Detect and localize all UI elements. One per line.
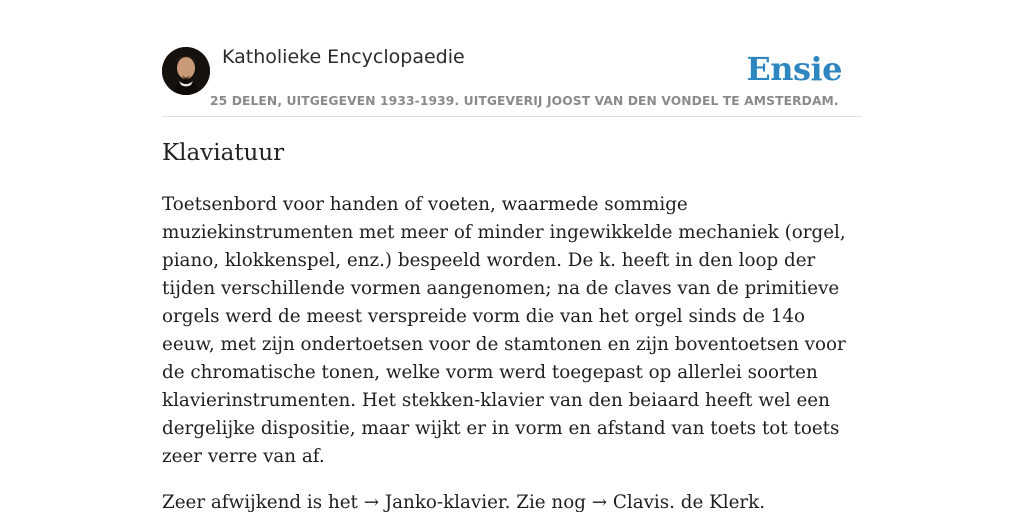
entry-paragraph: Zeer afwijkend is het → Janko-klavier. Zie nog → Clavis. de Klerk. <box>162 492 766 512</box>
entry-title: Klaviatuur <box>162 140 285 166</box>
entry-paragraph: Toetsenbord voor handen of voeten, waarmede sommige muziekinstrumenten met meer of minder ingewikkelde mechaniek (orgel, piano, klokkenspel, enz.) bespeeld worden. De k. heeft in den loop der tijden verschillende vormen aangenomen; na de claves van de primitieve orgels werd de meest verspreide vorm die van het orgel sinds de 14o eeuw, met zijn ondertoetsen voor de stamtonen en zijn boventoetsen voor de chromatische tonen, welke vorm werd toegepast op allerlei soorten klavierinstrumenten. Het stekken-klavier van den beiaard heeft wel een dergelijke dispositie, maar wijkt er in vorm en afstand van toets tot toets zeer verre van af. <box>162 194 846 467</box>
portrait-icon[interactable] <box>162 47 210 95</box>
publication-meta: 25 DELEN, UITGEGEVEN 1933-1939. UITGEVERIJ JOOST VAN DEN VONDEL TE AMSTERDAM. <box>210 94 839 108</box>
publication-title[interactable]: Katholieke Encyclopaedie <box>222 46 465 68</box>
brand-logo[interactable]: Ensie <box>746 50 842 88</box>
publication-header <box>162 44 862 117</box>
entry-body <box>162 191 862 512</box>
